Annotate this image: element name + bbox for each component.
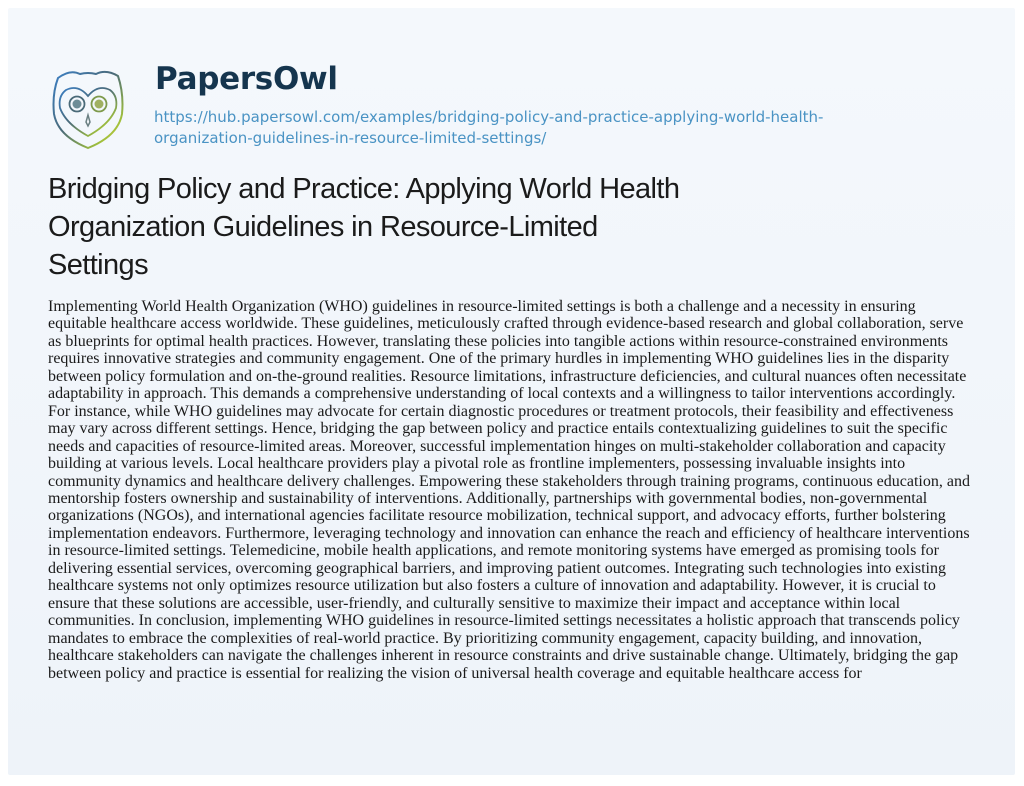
- article-title: [48, 170, 768, 284]
- body-line: needs and capacities of resource-limited areas. Moreover, successful implementation hinges on multi-stakeholder collaboration and capacity: [48, 437, 946, 455]
- body-line: community dynamics and healthcare delivery challenges. Empowering these stakeholders through training programs, continuous education, and: [48, 472, 970, 490]
- body-line: mandates to embrace the complexities of real-world practice. By prioritizing community engagement, capacity building, and innovation,: [48, 629, 922, 647]
- body-line: healthcare systems not only optimizes resource utilization but also fosters a culture of innovation and adaptability. However, it is crucial to: [48, 577, 936, 595]
- body-line: equitable healthcare access worldwide. These guidelines, meticulously crafted through evidence-based research and global collaboration, serve: [48, 315, 964, 333]
- body-line: Implementing World Health Organization (WHO) guidelines in resource-limited settings is both a challenge and a necessity in ensuring: [48, 298, 916, 315]
- body-line: requires innovative strategies and community engagement. One of the primary hurdles in implementing WHO guidelines lies in the disparity: [48, 350, 950, 368]
- body-line: between policy and practice is essential for realizing the vision of universal health coverage and equitable healthcare access for: [48, 664, 862, 682]
- url-line[interactable]: https://hub.papersowl.com/examples/bridging-policy-and-practice-applying-world-health-: [154, 108, 824, 126]
- title-line: Bridging Policy and Practice: Applying World Health: [48, 173, 680, 205]
- body-line: For instance, while WHO guidelines may advocate for certain diagnostic procedures or treatment protocols, their feasibility and effectiveness: [48, 402, 954, 420]
- body-line: as blueprints for optimal health practices. However, translating these policies into tangible actions within resource-constrained environments: [48, 332, 948, 350]
- body-line: ensure that these solutions are accessible, user-friendly, and culturally sensitive to maximize their impact and acceptance within local: [48, 594, 901, 612]
- body-line: communities. In conclusion, implementing WHO guidelines in resource-limited settings necessitates a holistic approach that transcends policy: [48, 612, 960, 630]
- body-line: organizations (NGOs), and international agencies facilitate resource mobilization, technical support, and advocacy efforts, further bolstering: [48, 507, 946, 525]
- body-line: healthcare stakeholders can navigate the challenges inherent in resource constraints and drive sustainable change. Ultimately, bridging the gap: [48, 647, 959, 665]
- title-line: Settings: [48, 249, 148, 281]
- body-line: in resource-limited settings. Telemedicine, mobile health applications, and remote monitoring systems have emerged as promising tools for: [48, 542, 939, 560]
- body-line: mentorship fosters ownership and sustainability of interventions. Additionally, partnerships with governmental bodies, non-governmental: [48, 489, 928, 507]
- body-line: may vary across different settings. Hence, bridging the gap between policy and practice entails contextualizing guidelines to suit the specific: [48, 420, 948, 438]
- title-line: Organization Guidelines in Resource-Limited: [48, 211, 598, 243]
- url-line[interactable]: organization-guidelines-in-resource-limited-settings/: [154, 129, 547, 147]
- body-line: between policy formulation and on-the-ground realities. Resource limitations, infrastructure deficiencies, and cultural nuances often necessitate: [48, 367, 967, 385]
- source-url[interactable]: [154, 107, 914, 149]
- body-line: delivering essential services, overcoming geographical barriers, and improving patient outcomes. Integrating such technologies into existing: [48, 559, 946, 577]
- body-line: adaptability in approach. This demands a comprehensive understanding of local contexts and a willingness to tailor interventions accordingly.: [48, 385, 956, 403]
- body-line: implementation endeavors. Furthermore, leveraging technology and innovation can enhance the reach and efficiency of healthcare interventions: [48, 524, 970, 542]
- body-line: building at various levels. Local healthcare providers play a pivotal role as frontline implementers, possessing invaluable insights into: [48, 455, 906, 473]
- owl-logo-icon: [50, 66, 126, 150]
- article-body: [48, 298, 988, 682]
- brand-name[interactable]: PapersOwl: [155, 61, 338, 97]
